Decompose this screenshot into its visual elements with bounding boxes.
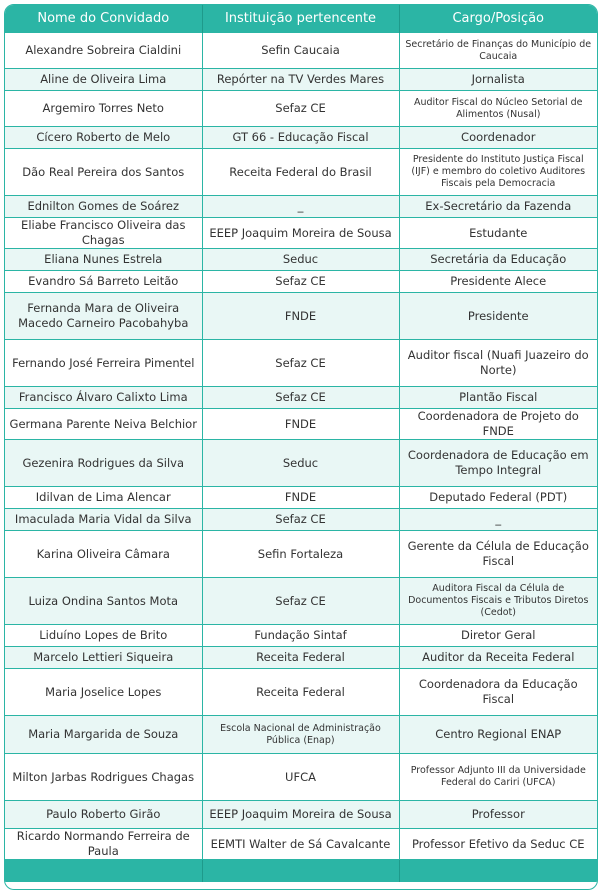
role-cell: Ex-Secretário da Fazenda <box>399 196 597 218</box>
role-cell: Estudante <box>399 218 597 249</box>
institution-cell: Sefaz CE <box>202 340 399 387</box>
header-row <box>5 5 597 33</box>
table-row <box>5 271 597 293</box>
guest-name-cell: Karina Oliveira Câmara <box>5 531 202 578</box>
guest-name-cell: Eliana Nunes Estrela <box>5 249 202 271</box>
role-cell: Secretária da Educação <box>399 249 597 271</box>
guest-name-cell: Ricardo Normando Ferreira de Paula <box>5 829 202 860</box>
footer-cell <box>202 860 399 883</box>
institution-cell: Sefaz CE <box>202 578 399 625</box>
institution-cell: GT 66 - Educação Fiscal <box>202 127 399 149</box>
role-cell: Secretário de Finanças do Município de Caucaia <box>399 33 597 69</box>
institution-cell: UFCA <box>202 754 399 801</box>
role-cell: Professor Efetivo da Seduc CE <box>399 829 597 860</box>
role-cell: Presidente Alece <box>399 271 597 293</box>
guest-name-cell: Fernanda Mara de Oliveira Macedo Carneiro Pacobahyba <box>5 293 202 340</box>
role-cell: Plantão Fiscal <box>399 387 597 409</box>
guest-name-cell: Aline de Oliveira Lima <box>5 69 202 91</box>
table-row <box>5 531 597 578</box>
table-row <box>5 91 597 127</box>
guest-name-cell: Evandro Sá Barreto Leitão <box>5 271 202 293</box>
table-row <box>5 33 597 69</box>
guest-name-cell: Maria Margarida de Souza <box>5 716 202 754</box>
institution-cell: Receita Federal do Brasil <box>202 149 399 196</box>
guest-table <box>5 5 597 882</box>
role-cell: Auditor Fiscal do Núcleo Setorial de Alimentos (Nusal) <box>399 91 597 127</box>
guest-name-cell: Alexandre Sobreira Cialdini <box>5 33 202 69</box>
table-row <box>5 149 597 196</box>
guest-name-cell: Eliabe Francisco Oliveira das Chagas <box>5 218 202 249</box>
header-institution: Instituição pertencente <box>202 5 399 33</box>
role-cell: Professor Adjunto III da Universidade Federal do Cariri (UFCA) <box>399 754 597 801</box>
institution-cell: FNDE <box>202 409 399 440</box>
institution-cell: Seduc <box>202 249 399 271</box>
table-body <box>5 33 597 860</box>
footer-cell <box>5 860 202 883</box>
institution-cell: Sefaz CE <box>202 91 399 127</box>
institution-cell: Sefaz CE <box>202 271 399 293</box>
header-role: Cargo/Posição <box>399 5 597 33</box>
table-row <box>5 829 597 860</box>
table-row <box>5 647 597 669</box>
role-cell: Diretor Geral <box>399 625 597 647</box>
table-row <box>5 754 597 801</box>
role-cell: Coordenadora da Educação Fiscal <box>399 669 597 716</box>
institution-cell: _ <box>202 196 399 218</box>
guest-name-cell: Fernando José Ferreira Pimentel <box>5 340 202 387</box>
institution-cell: EEEP Joaquim Moreira de Sousa <box>202 218 399 249</box>
role-cell: Presidente <box>399 293 597 340</box>
table-row <box>5 801 597 829</box>
role-cell: Centro Regional ENAP <box>399 716 597 754</box>
institution-cell: Sefin Fortaleza <box>202 531 399 578</box>
footer-cell <box>399 860 597 883</box>
role-cell: Auditora Fiscal da Célula de Documentos Fiscais e Tributos Diretos (Cedot) <box>399 578 597 625</box>
role-cell: Coordenador <box>399 127 597 149</box>
role-cell: Professor <box>399 801 597 829</box>
guest-name-cell: Dão Real Pereira dos Santos <box>5 149 202 196</box>
table-row <box>5 409 597 440</box>
table-row <box>5 487 597 509</box>
guest-name-cell: Ednilton Gomes de Soárez <box>5 196 202 218</box>
institution-cell: Sefaz CE <box>202 387 399 409</box>
institution-cell: Receita Federal <box>202 647 399 669</box>
table-row <box>5 669 597 716</box>
guest-table-card <box>4 4 598 890</box>
role-cell: Auditor fiscal (Nuafi Juazeiro do Norte) <box>399 340 597 387</box>
institution-cell: Repórter na TV Verdes Mares <box>202 69 399 91</box>
guest-name-cell: Gezenira Rodrigues da Silva <box>5 440 202 487</box>
institution-cell: EEEP Joaquim Moreira de Sousa <box>202 801 399 829</box>
institution-cell: Escola Nacional de Administração Pública (Enap) <box>202 716 399 754</box>
institution-cell: Sefaz CE <box>202 509 399 531</box>
table-row <box>5 509 597 531</box>
role-cell: Presidente do Instituto Justiça Fiscal (IJF) e membro do coletivo Auditores Fiscais pela Democracia <box>399 149 597 196</box>
header-name: Nome do Convidado <box>5 5 202 33</box>
guest-name-cell: Idilvan de Lima Alencar <box>5 487 202 509</box>
table-row <box>5 218 597 249</box>
table-row <box>5 716 597 754</box>
table-row <box>5 340 597 387</box>
table-row <box>5 127 597 149</box>
institution-cell: EEMTI Walter de Sá Cavalcante <box>202 829 399 860</box>
role-cell: _ <box>399 509 597 531</box>
footer-bar <box>5 860 597 883</box>
table-row <box>5 578 597 625</box>
institution-cell: Sefin Caucaia <box>202 33 399 69</box>
role-cell: Auditor da Receita Federal <box>399 647 597 669</box>
role-cell: Deputado Federal (PDT) <box>399 487 597 509</box>
table-row <box>5 387 597 409</box>
guest-name-cell: Marcelo Lettieri Siqueira <box>5 647 202 669</box>
guest-name-cell: Liduíno Lopes de Brito <box>5 625 202 647</box>
guest-name-cell: Luiza Ondina Santos Mota <box>5 578 202 625</box>
guest-name-cell: Argemiro Torres Neto <box>5 91 202 127</box>
guest-name-cell: Francisco Álvaro Calixto Lima <box>5 387 202 409</box>
table-row <box>5 625 597 647</box>
table-row <box>5 69 597 91</box>
institution-cell: Seduc <box>202 440 399 487</box>
institution-cell: FNDE <box>202 487 399 509</box>
guest-name-cell: Germana Parente Neiva Belchior <box>5 409 202 440</box>
institution-cell: Receita Federal <box>202 669 399 716</box>
guest-name-cell: Imaculada Maria Vidal da Silva <box>5 509 202 531</box>
table-row <box>5 196 597 218</box>
role-cell: Jornalista <box>399 69 597 91</box>
institution-cell: FNDE <box>202 293 399 340</box>
guest-name-cell: Maria Joselice Lopes <box>5 669 202 716</box>
role-cell: Gerente da Célula de Educação Fiscal <box>399 531 597 578</box>
guest-name-cell: Milton Jarbas Rodrigues Chagas <box>5 754 202 801</box>
guest-name-cell: Cícero Roberto de Melo <box>5 127 202 149</box>
role-cell: Coordenadora de Educação em Tempo Integral <box>399 440 597 487</box>
guest-name-cell: Paulo Roberto Girão <box>5 801 202 829</box>
table-row <box>5 440 597 487</box>
institution-cell: Fundação Sintaf <box>202 625 399 647</box>
table-row <box>5 249 597 271</box>
table-row <box>5 293 597 340</box>
role-cell: Coordenadora de Projeto do FNDE <box>399 409 597 440</box>
